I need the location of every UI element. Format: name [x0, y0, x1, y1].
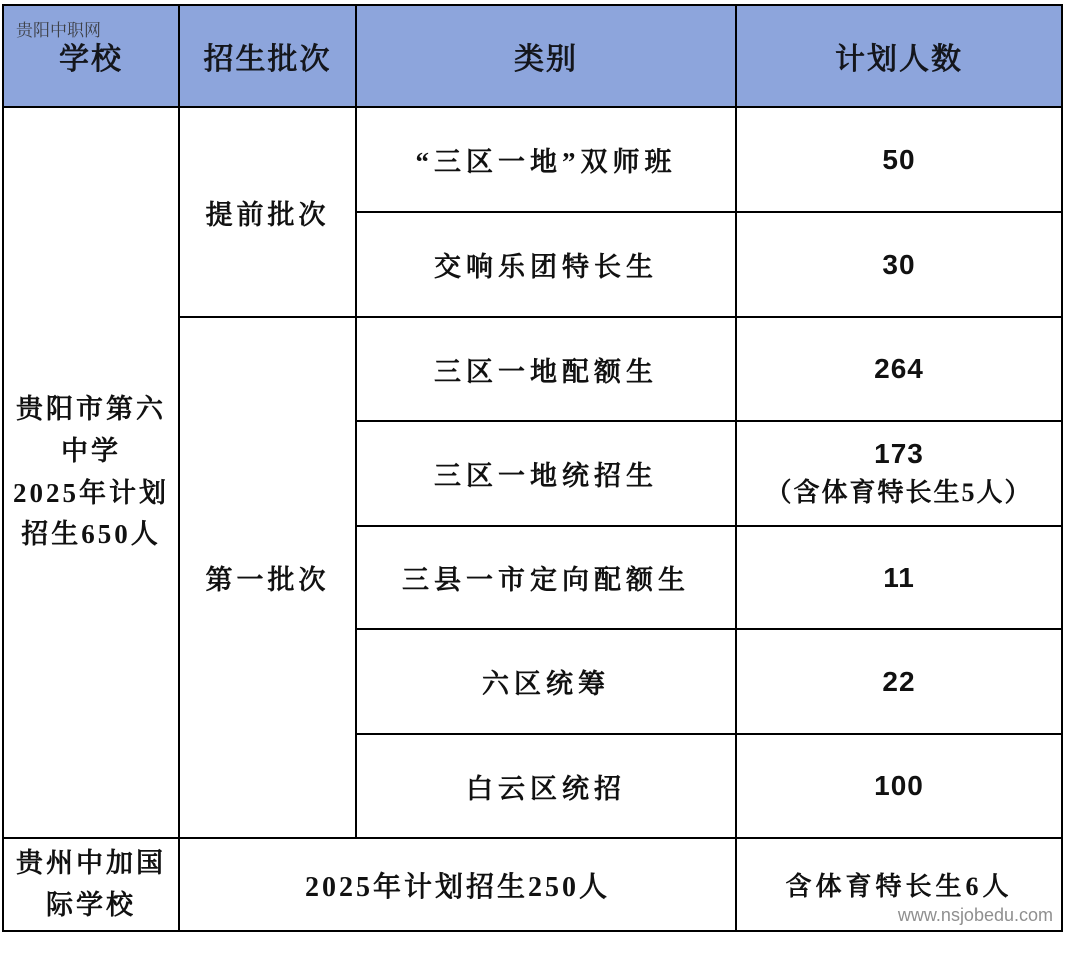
cell-category-orchestra: 交响乐团特长生 — [356, 212, 736, 317]
cell-batch-advance: 提前批次 — [179, 107, 356, 317]
site-watermark-bottom: www.nsjobedu.com — [897, 905, 1053, 925]
header-batch-label: 招生批次 — [203, 43, 332, 76]
cell-category-quota: 三区一地配额生 — [356, 317, 736, 421]
cell-school2-name — [3, 838, 179, 931]
school1-name-line2: 中学 — [61, 435, 121, 466]
school1-name-line3: 2025年计划 — [13, 477, 169, 508]
header-cell-planned — [736, 5, 1062, 107]
cell-planned-dingxiang: 11 — [736, 526, 1062, 629]
table-row — [3, 838, 1062, 931]
cell-batch-first: 第一批次 — [179, 317, 356, 838]
header-cell-category — [356, 5, 736, 107]
cell-category-liuqu: 六区统筹 — [356, 629, 736, 734]
cell-category-shuangshi: “三区一地”双师班 — [356, 107, 736, 212]
school2-name-line2: 际学校 — [46, 889, 136, 920]
planned-tongzhao-number: 173 — [874, 438, 924, 469]
cell-planned-tongzhao — [736, 421, 1062, 526]
cell-category-dingxiang: 三县一市定向配额生 — [356, 526, 736, 629]
cell-school1-name — [3, 107, 179, 838]
school2-planned-text: 含体育特长生6人 — [785, 872, 1013, 901]
cell-category-baiyun: 白云区统招 — [356, 734, 736, 838]
cell-planned-liuqu: 22 — [736, 629, 1062, 734]
cell-school2-planned — [736, 838, 1062, 931]
cell-planned-baiyun: 100 — [736, 734, 1062, 838]
header-category-label: 类别 — [514, 43, 578, 76]
table-row — [3, 107, 1062, 212]
site-watermark-top: 贵阳中职网 — [16, 21, 101, 40]
school1-name-line1: 贵阳市第六 — [16, 393, 166, 424]
enrollment-plan-table — [2, 4, 1063, 932]
table-header-row — [3, 5, 1062, 107]
cell-school2-info: 2025年计划招生250人 — [179, 838, 736, 931]
header-planned-label: 计划人数 — [835, 43, 963, 76]
planned-tongzhao-note: （含体育特长生5人） — [765, 478, 1033, 507]
cell-planned-shuangshi: 50 — [736, 107, 1062, 212]
cell-category-tongzhao: 三区一地统招生 — [356, 421, 736, 526]
cell-planned-quota: 264 — [736, 317, 1062, 421]
header-cell-batch — [179, 5, 356, 107]
header-school-label: 学校 — [59, 43, 123, 76]
cell-planned-orchestra: 30 — [736, 212, 1062, 317]
school1-name-line4: 招生650人 — [21, 519, 161, 550]
header-cell-school — [3, 5, 179, 107]
school2-name-line1: 贵州中加国 — [16, 847, 166, 878]
